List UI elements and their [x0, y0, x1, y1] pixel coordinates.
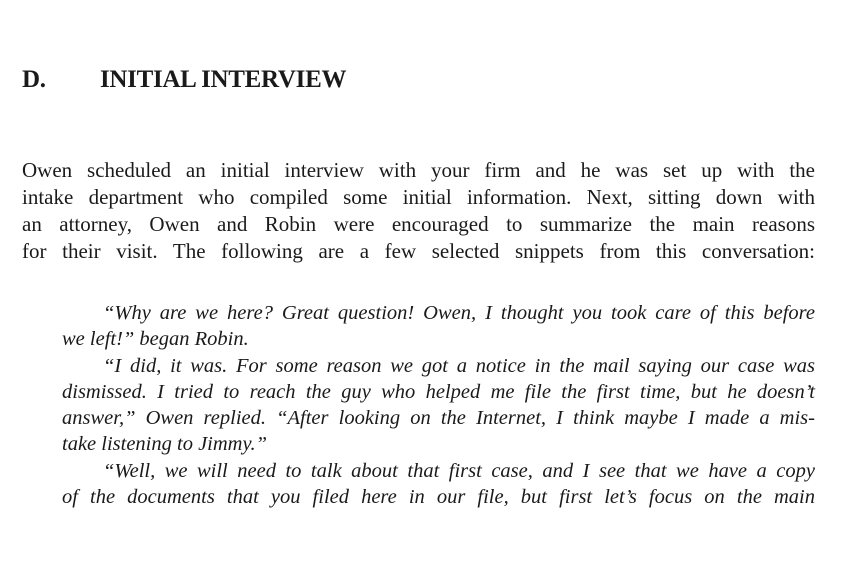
quote-line: answer,” Owen replied. “After looking on the Internet, I think maybe I made a mis- — [62, 407, 815, 429]
quote-line: “Why are we here? Great question! Owen, I thought you took care of this before — [103, 302, 815, 324]
quote-line: take listening to Jimmy.” — [62, 433, 267, 455]
quote-line: of the documents that you filed here in our file, but first let’s focus on the main — [62, 486, 815, 508]
section-letter: D. — [22, 66, 46, 93]
paragraph-line: for their visit. The following are a few selected snippets from this conversation: — [22, 239, 815, 263]
quote-line: “Well, we will need to talk about that first case, and I see that we have a copy — [103, 460, 815, 482]
quote-line: dismissed. I tried to reach the guy who helped me file the first time, but he doesn’t — [62, 381, 815, 403]
quote-line: we left!” began Robin. — [62, 328, 249, 350]
quote-line: “I did, it was. For some reason we got a notice in the mail saying our case was — [103, 355, 815, 377]
paragraph-line: Owen scheduled an initial interview with your firm and he was set up with the — [22, 158, 815, 182]
paragraph-line: an attorney, Owen and Robin were encouraged to summarize the main reasons — [22, 212, 815, 236]
section-title: INITIAL INTERVIEW — [100, 66, 347, 93]
paragraph-line: intake department who compiled some initial information. Next, sitting down with — [22, 185, 815, 209]
